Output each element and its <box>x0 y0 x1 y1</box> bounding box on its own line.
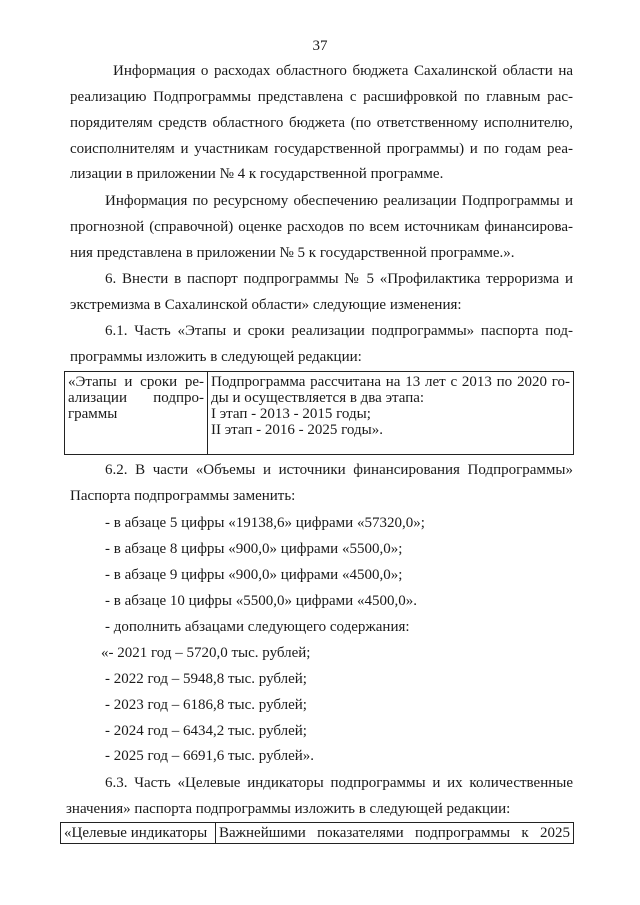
para1-line-5: лизации в приложении № 4 к государственной программе. <box>70 166 444 182</box>
list-item: - в абзаце 10 цифры «5500,0» цифрами «4500,0». <box>105 593 417 609</box>
list-item: - 2023 год – 6186,8 тыс. рублей; <box>105 697 307 713</box>
para5-line-2: Паспорта подпрограммы заменить: <box>70 488 296 504</box>
indicators-table <box>60 822 574 844</box>
para6-line-1: 6.3. Часть «Целевые индикаторы подпрограммы и их количественные <box>105 775 573 791</box>
para2-line-2: прогнозной (справочной) оценке расходов по всем источникам финансирова- <box>70 219 573 235</box>
stages-table-value-cell <box>208 372 574 455</box>
para1-line-4: соисполнителям и участникам государственной программы) и по годам реа- <box>70 141 573 157</box>
para4-line-2: программы изложить в следующей редакции: <box>70 349 362 365</box>
para1-line-3: порядителям средств областного бюджета (по ответственному исполнителю, <box>70 115 573 131</box>
para6-line-2: значения» паспорта подпрограммы изложить в следующей редакции: <box>66 801 511 817</box>
list-item: - 2022 год – 5948,8 тыс. рублей; <box>105 671 307 687</box>
list-item: - 2024 год – 6434,2 тыс. рублей; <box>105 723 307 739</box>
list-item: - дополнить абзацами следующего содержания: <box>105 619 410 635</box>
para2-line-3: ния представлена в приложении № 5 к государственной программе.». <box>70 245 515 261</box>
stages-value-line-3: I этап - 2013 - 2015 годы; <box>211 406 371 422</box>
stages-label-line-2: ализации подпро- <box>68 390 204 406</box>
list-item: - в абзаце 8 цифры «900,0» цифрами «5500,0»; <box>105 541 403 557</box>
page-number: 37 <box>312 38 328 54</box>
indicators-table-value-cell: Важнейшими показателями подпрограммы к 2025 <box>216 823 574 844</box>
list-item: «- 2021 год – 5720,0 тыс. рублей; <box>101 645 311 661</box>
para3-line-1: 6. Внести в паспорт подпрограммы № 5 «Профилактика терроризма и <box>105 271 573 287</box>
stages-table <box>64 371 574 455</box>
list-item: - в абзаце 9 цифры «900,0» цифрами «4500,0»; <box>105 567 403 583</box>
para5-line-1: 6.2. В части «Объемы и источники финансирования Подпрограммы» <box>105 462 573 478</box>
list-item: - в абзаце 5 цифры «19138,6» цифрами «57320,0»; <box>105 515 425 531</box>
para2-line-1: Информация по ресурсному обеспечению реализации Подпрограммы и <box>105 193 573 209</box>
stages-label-line-1: «Этапы и сроки ре- <box>68 374 204 390</box>
stages-value-line-2: ды и осуществляется в два этапа: <box>211 390 425 406</box>
stages-label-line-3: граммы <box>68 406 118 422</box>
stages-value-line-4: II этап - 2016 - 2025 годы». <box>211 422 383 438</box>
para3-line-2: экстремизма в Сахалинской области» следующие изменения: <box>70 297 462 313</box>
para1-line-1: Информация о расходах областного бюджета Сахалинской области на <box>113 63 573 79</box>
stages-table-label-cell <box>65 372 208 455</box>
para4-line-1: 6.1. Часть «Этапы и сроки реализации подпрограммы» паспорта под- <box>105 323 573 339</box>
indicators-table-label-cell: «Целевые индикаторы <box>61 823 216 844</box>
para1-line-2: реализацию Подпрограммы представлена с расшифровкой по главным рас- <box>70 89 573 105</box>
list-item: - 2025 год – 6691,6 тыс. рублей». <box>105 748 315 764</box>
stages-value-line-1: Подпрограмма рассчитана на 13 лет с 2013 по 2020 го- <box>211 374 570 390</box>
